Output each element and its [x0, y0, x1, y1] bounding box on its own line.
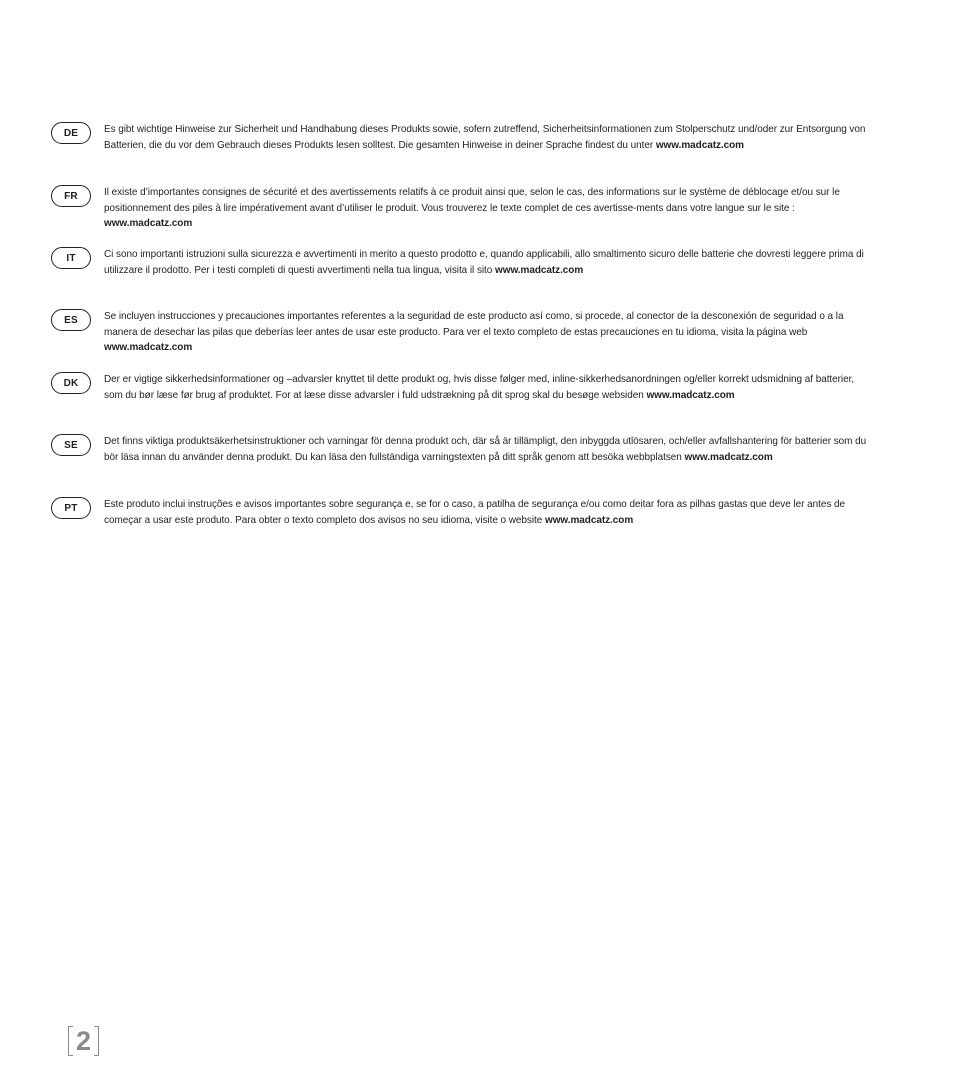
notice-text-de [104, 122, 869, 153]
madcatz-link-de[interactable]: www.madcatz.com [655, 139, 745, 151]
madcatz-link-pt[interactable]: www.madcatz.com [544, 514, 634, 526]
notice-es [51, 309, 901, 356]
notice-body-pt: Este produto inclui instruções e avisos importantes sobre segurança e, se for o caso, a patilha de segurança e/ou como deitar fora as pilhas gastas que deve ler antes de começar a usar este produto. Para obter o texto completo dos avisos no seu idioma, visite o website [104, 499, 846, 526]
notice-body-it: Ci sono importanti istruzioni sulla sicurezza e avvertimenti in merito a questo prodotto e, quando applicabili, allo smaltimento sicuro delle batterie che dovresti leggere prima di utilizzare il prodotto. Per i testi completi di questi avvertimenti nella tua lingua, visita il sito [104, 249, 864, 276]
notice-de [51, 122, 901, 153]
madcatz-link-se[interactable]: www.madcatz.com [684, 451, 773, 463]
language-badge-pt: PT [51, 497, 91, 519]
notice-text-fr [104, 185, 869, 232]
language-badge-it: IT [51, 247, 91, 269]
notice-body-fr: Il existe d’importantes consignes de sécurité et des avertissements relatifs à ce produit ainsi que, selon le cas, des informations sur le système de déblocage et/ou sur le positionnement des piles à lire impérativement avant d’utiliser le produit. Vous trouverez le texte complet de ces avertisse-ments dans votre langue sur le site : [104, 187, 840, 214]
madcatz-link-dk[interactable]: www.madcatz.com [646, 389, 735, 401]
language-badge-fr: FR [51, 185, 91, 207]
page-number-value: 2 [76, 1026, 92, 1056]
notice-text-es [104, 309, 869, 356]
notice-fr [51, 185, 901, 232]
notice-body-es: Se incluyen instrucciones y precauciones importantes referentes a la seguridad de este producto así como, si procede, al conector de la desconexión de seguridad o a la manera de desechar las pilas que deberías leer antes de usar este producto. Para ver el texto completo de estas precauciones en tu idioma, visita la página web [104, 311, 844, 338]
notice-body-de: Es gibt wichtige Hinweise zur Sicherheit und Handhabung dieses Produkts sowie, sofern zutreffend, Sicherheitsinformationen zum Stolperschutz und/oder zur Entsorgung von Batterien, die du vor dem Gebrauch dieses Produkts lesen solltest. Die gesamten Hinweise in deiner Sprache findest du unter [104, 124, 866, 151]
notice-pt [51, 497, 901, 528]
language-badge-es: ES [51, 309, 91, 331]
notice-text-se [104, 434, 869, 465]
page-number [68, 1024, 99, 1058]
language-badge-dk: DK [51, 372, 91, 394]
notice-dk [51, 372, 901, 403]
notice-se [51, 434, 901, 465]
notice-text-dk [104, 372, 869, 403]
notice-text-it [104, 247, 869, 278]
madcatz-link-es[interactable]: www.madcatz.com [104, 342, 193, 353]
madcatz-link-it[interactable]: www.madcatz.com [495, 264, 584, 276]
notice-it [51, 247, 901, 278]
notice-body-se: Det finns viktiga produktsäkerhetsinstruktioner och varningar för denna produkt och, där så är tillämpligt, den inbyggda utlösaren, och/eller avfallshantering för batterier som du bör läsa innan du använder denna produkt. Du kan läsa den fullständiga varningstexten på ditt språk genom att besöka webbplatsen [104, 436, 867, 463]
language-badge-se: SE [51, 434, 91, 456]
page-number-right-bracket [94, 1026, 99, 1056]
language-badge-de: DE [51, 122, 91, 144]
madcatz-link-fr[interactable]: www.madcatz.com [104, 218, 193, 229]
notice-text-pt [104, 497, 869, 528]
notice-body-dk: Der er vigtige sikkerhedsinformationer og –advarsler knyttet til dette produkt og, hvis disse følger med, inline-sikkerhedsanordningen og/eller korrekt udsmidning af batterier, som du bør læse før brug af produktet. For at læse disse advarsler i fuld udstrækning på dit sprog skal du besøge websiden [104, 374, 855, 401]
